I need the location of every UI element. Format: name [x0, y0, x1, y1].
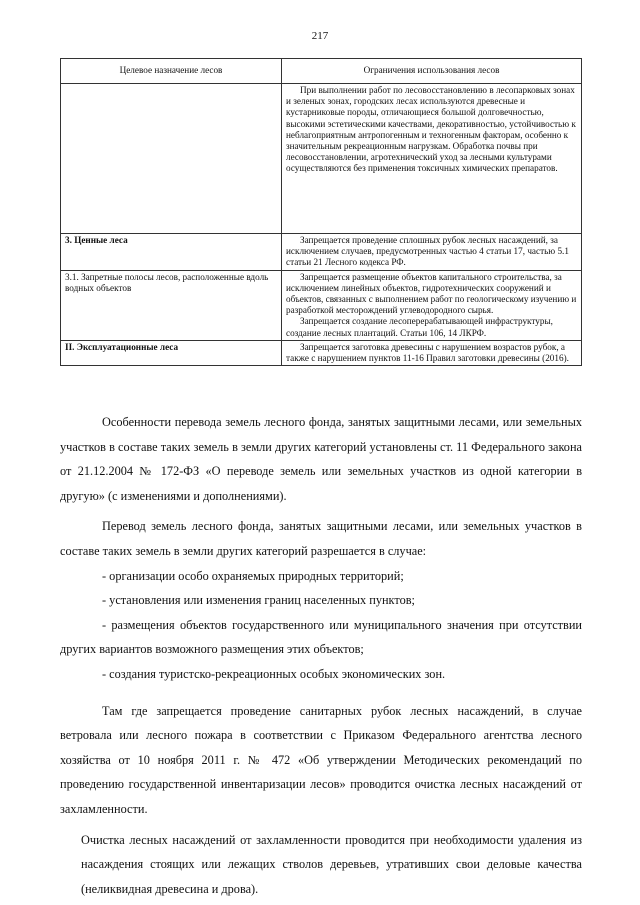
- purpose-cell: [61, 84, 282, 234]
- table-header-row: [61, 59, 582, 84]
- restriction-text: Запрещается заготовка древесины с нарушением возрастов рубок, а также с нарушением пунктов 11-16 Правил заготовки древесины (2016).: [286, 341, 569, 364]
- list-item: - организации особо охраняемых природных территорий;: [102, 568, 404, 583]
- restrictions-cell: [282, 84, 582, 234]
- restriction-text: При выполнении работ по лесовосстановлению в лесопарковых зонах и зеленых зонах, городских лесах используются древесные и кустарниковые породы, отличающиеся большой долговечностью, высокими эстетическими качествами, декоративностью, устойчивостью к неблагоприятным антропогенным и техногенным факторам, особенно к значительным рекреационным нагрузкам. Обработка почвы при лесовосстановлении, агротехнический уход за лесными культурами осуществляются без применения токсичных химических препаратов.: [286, 85, 576, 174]
- restrictions-cell: [282, 234, 582, 271]
- page-number: 217: [311, 30, 329, 42]
- purpose-cell: 3. Ценные леса: [61, 234, 282, 271]
- paragraph-sanitary-felling: Там где запрещается проведение санитарных рубок лесных насаждений, в случае ветровала или лесного пожара в соответствии с Приказом Федерального агентства лесного хозяйства от 10 ноября 2011 г. № 472 «Об утверждении Методических рекомендаций по проведению государственной инвентаризации лесов» проводится очистка лесных насаждений от захламленности.: [60, 703, 582, 816]
- restriction-text: Запрещается создание лесоперерабатывающей инфраструктуры, создание лесных плантаций. Статьи 106, 14 ЛКРФ.: [286, 316, 553, 338]
- list-item: - размещения объектов государственного или муниципального значения при отсутствии других вариантов возможного размещения этих объектов;: [60, 617, 582, 657]
- restrictions-cell: [282, 270, 582, 340]
- paragraph-debris-cleaning: Очистка лесных насаждений от захламленности проводится при необходимости удаления из насаждения стоящих или лежащих стволов деревьев, утративших свои деловые качества (неликвидная древесина и дрова).: [81, 832, 582, 896]
- column-header-purpose: Целевое назначение лесов: [61, 59, 282, 84]
- table-row: [61, 270, 582, 340]
- body-text: [60, 410, 582, 901]
- table-row: [61, 234, 582, 271]
- purpose-cell: 3.1. Запретные полосы лесов, расположенные вдоль водных объектов: [61, 270, 282, 340]
- paragraph-transfer-allowed: Перевод земель лесного фонда, занятых защитными лесами, или земельных участков в составе таких земель в земли других категорий разрешается в случае:: [60, 519, 582, 558]
- restrictions-cell: [282, 340, 582, 365]
- list-item: - создания туристско-рекреационных особых экономических зон.: [102, 666, 446, 681]
- paragraph-land-transfer-features: Особенности перевода земель лесного фонда, занятых защитными лесами, или земельных участков в составе таких земель в земли других категорий установлены ст. 11 Федерального закона от 21.12.2004 № 172-ФЗ «О переводе земель или земельных участков из одной категории в другую» (с изменениями и дополнениями).: [60, 415, 582, 503]
- restriction-text: Запрещается размещение объектов капитального строительства, за исключением линейных объектов, гидротехнических сооружений и объектов, связанных с выполнением работ по геологическому изучению и разработкой месторождений углеводородного сырья.: [286, 271, 577, 316]
- column-header-restrictions: Ограничения использования лесов: [282, 59, 582, 84]
- forest-restrictions-table: [60, 58, 582, 366]
- table-row: [61, 84, 582, 234]
- table-row: [61, 340, 582, 365]
- list-item: - установления или изменения границ населенных пунктов;: [102, 593, 415, 608]
- restriction-text: Запрещается проведение сплошных рубок лесных насаждений, за исключением случаев, предусмотренных частью 4 статьи 17, частью 5.1 статьи 21 Лесного кодекса РФ.: [286, 235, 569, 268]
- purpose-cell: II. Эксплуатационные леса: [61, 340, 282, 365]
